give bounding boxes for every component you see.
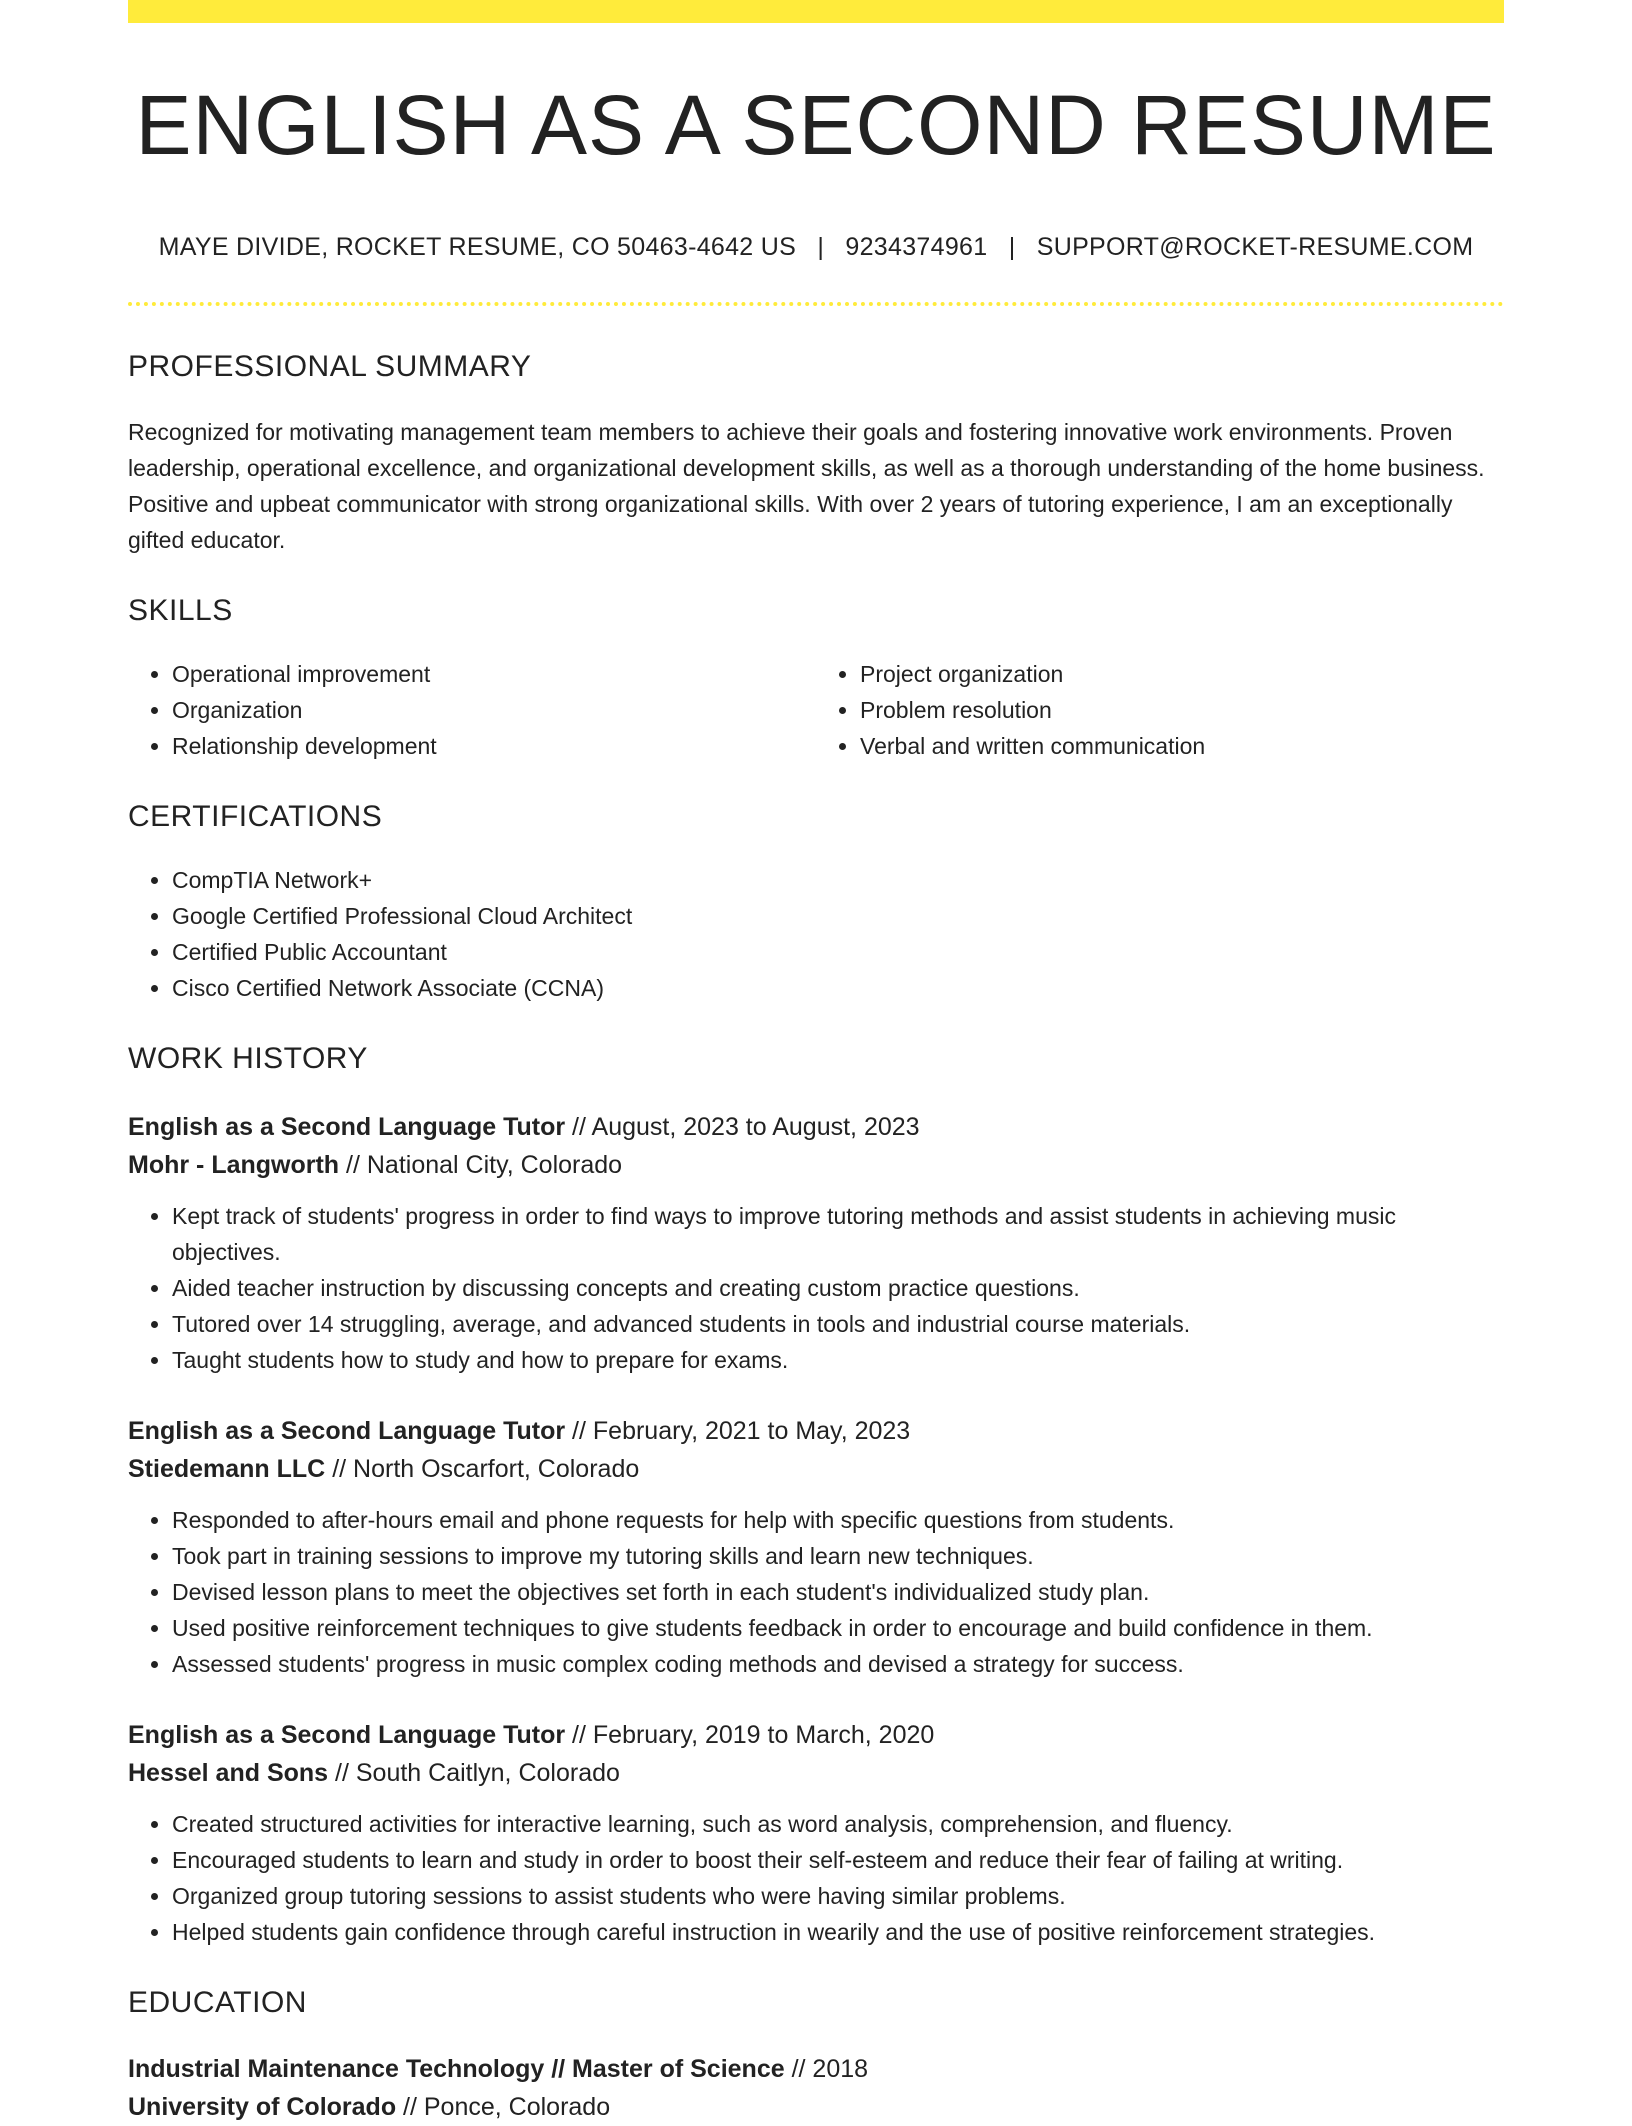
- job-bullet: • Used positive reinforcement techniques to give students feedback in order to encourage and build confidence in them.: [172, 1610, 1504, 1646]
- job-role-line: [128, 1716, 1504, 1754]
- skill-item: • Relationship development: [172, 728, 816, 764]
- skills-left-column: [128, 656, 816, 764]
- certification-item: • Google Certified Professional Cloud Architect: [172, 898, 1504, 934]
- job-bullet: • Organized group tutoring sessions to assist students who were having similar problems.: [172, 1878, 1504, 1914]
- job-bullet: • Devised lesson plans to meet the objectives set forth in each student's individualized study plan.: [172, 1574, 1504, 1610]
- job-entry: [128, 1412, 1504, 1682]
- job-bullet: • Kept track of students' progress in order to find ways to improve tutoring methods and assist students in achieving music objectives.: [172, 1198, 1504, 1270]
- job-company-line: [128, 1754, 1504, 1792]
- contact-line: [128, 233, 1504, 262]
- education-heading: EDUCATION: [128, 1986, 307, 2019]
- education-degree: Industrial Maintenance Technology // Master of Science: [128, 2055, 785, 2083]
- job-entry: [128, 1716, 1504, 1950]
- contact-separator: |: [817, 233, 825, 261]
- certifications-list: [128, 862, 1504, 1006]
- job-dates: // February, 2021 to May, 2023: [565, 1417, 911, 1445]
- skill-item: • Operational improvement: [172, 656, 816, 692]
- skills-grid: [128, 656, 1504, 764]
- job-location: // National City, Colorado: [339, 1151, 623, 1179]
- job-role: English as a Second Language Tutor: [128, 1417, 566, 1445]
- job-bullet: • Aided teacher instruction by discussing concepts and creating custom practice questions.: [172, 1270, 1504, 1306]
- contact-email: SUPPORT@ROCKET-RESUME.COM: [1036, 233, 1474, 261]
- job-dates: // August, 2023 to August, 2023: [565, 1113, 920, 1141]
- job-company: Mohr - Langworth: [128, 1151, 340, 1179]
- contact-address: MAYE DIVIDE, ROCKET RESUME, CO 50463-4642 US: [158, 233, 797, 261]
- work-history-heading: WORK HISTORY: [128, 1042, 368, 1075]
- certifications-heading: CERTIFICATIONS: [128, 800, 383, 833]
- job-bullet: • Tutored over 14 struggling, average, and advanced students in tools and industrial course materials.: [172, 1306, 1504, 1342]
- top-accent-bar: [128, 0, 1504, 23]
- skills-right-column: [816, 656, 1504, 764]
- job-role: English as a Second Language Tutor: [128, 1113, 566, 1141]
- job-bullet: • Assessed students' progress in music complex coding methods and devised a strategy for success.: [172, 1646, 1504, 1682]
- job-company: Stiedemann LLC: [128, 1455, 326, 1483]
- job-bullet: • Taught students how to study and how to prepare for exams.: [172, 1342, 1504, 1378]
- job-company-line: [128, 1450, 1504, 1488]
- education-degree-line: [128, 2050, 1504, 2088]
- skill-item: • Problem resolution: [860, 692, 1504, 728]
- skill-item: • Project organization: [860, 656, 1504, 692]
- job-bullet: • Helped students gain confidence through careful instruction in wearily and the use of positive reinforcement strategies.: [172, 1914, 1504, 1950]
- resume-title: ENGLISH AS A SECOND RESUME: [135, 78, 1497, 172]
- summary-text: Recognized for motivating management team members to achieve their goals and fostering innovative work environments. Proven leadership, operational excellence, and organizational development skills, as well as a thorough understanding of the home business. Positive and upbeat communicator with strong organizational skills. With over 2 years of tutoring experience, I am an exceptionally gifted educator.: [128, 419, 1485, 553]
- job-role-line: [128, 1412, 1504, 1450]
- summary-heading: PROFESSIONAL SUMMARY: [128, 350, 532, 383]
- job-bullet: • Responded to after-hours email and phone requests for help with specific questions from students.: [172, 1502, 1504, 1538]
- job-bullets: [128, 1198, 1504, 1378]
- job-role-line: [128, 1108, 1504, 1146]
- job-bullet: • Created structured activities for interactive learning, such as word analysis, comprehension, and fluency.: [172, 1806, 1504, 1842]
- job-company-line: [128, 1146, 1504, 1184]
- certification-item: • CompTIA Network+: [172, 862, 1504, 898]
- education-year: // 2018: [784, 2055, 869, 2083]
- skills-heading: SKILLS: [128, 594, 233, 627]
- education-entry: [128, 2050, 1504, 2126]
- education-school-line: [128, 2088, 1504, 2126]
- job-company: Hessel and Sons: [128, 1759, 329, 1787]
- resume-page: [128, 0, 1504, 2126]
- job-bullets: [128, 1502, 1504, 1682]
- contact-separator: |: [1008, 233, 1016, 261]
- job-entry: [128, 1108, 1504, 1378]
- job-role: English as a Second Language Tutor: [128, 1721, 566, 1749]
- certification-item: • Cisco Certified Network Associate (CCNA): [172, 970, 1504, 1006]
- contact-phone: 9234374961: [845, 233, 988, 261]
- job-location: // North Oscarfort, Colorado: [325, 1455, 640, 1483]
- job-dates: // February, 2019 to March, 2020: [565, 1721, 935, 1749]
- education-location: // Ponce, Colorado: [396, 2093, 611, 2121]
- header-divider: [128, 302, 1504, 306]
- job-bullet: • Encouraged students to learn and study in order to boost their self-esteem and reduce their fear of failing at writing.: [172, 1842, 1504, 1878]
- skill-item: • Organization: [172, 692, 816, 728]
- certification-item: • Certified Public Accountant: [172, 934, 1504, 970]
- skill-item: • Verbal and written communication: [860, 728, 1504, 764]
- job-bullet: • Took part in training sessions to improve my tutoring skills and learn new techniques.: [172, 1538, 1504, 1574]
- education-school: University of Colorado: [128, 2093, 397, 2121]
- job-location: // South Caitlyn, Colorado: [328, 1759, 620, 1787]
- job-bullets: [128, 1806, 1504, 1950]
